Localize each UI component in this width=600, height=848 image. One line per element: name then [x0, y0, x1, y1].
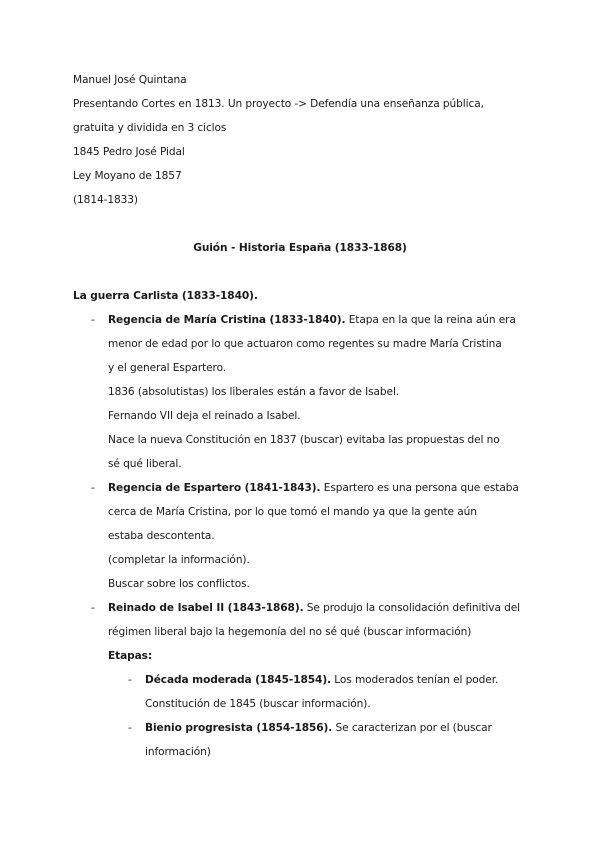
- item-text: y el general Espartero.: [108, 362, 227, 374]
- item-text: Espartero es una persona que estaba: [323, 482, 519, 494]
- etapas-heading: Etapas:: [108, 650, 153, 662]
- item-title: Reinado de Isabel II (1843-1868).: [108, 602, 304, 614]
- item-title: Bienio progresista (1854-1856).: [145, 722, 333, 734]
- intro-line-5: Ley Moyano de 1857: [73, 170, 182, 182]
- item-text: sé qué liberal.: [108, 458, 182, 470]
- item-text: menor de edad por lo que actuaron como regentes su madre María Cristina: [108, 338, 502, 350]
- item-text: 1836 (absolutistas) los liberales están a favor de Isabel.: [108, 386, 400, 398]
- list-dash: -: [91, 482, 95, 494]
- list-item-regencia-espartero: [108, 481, 519, 495]
- intro-line-2: Presentando Cortes en 1813. Un proyecto -> Defendía una enseñanza pública,: [73, 98, 484, 110]
- item-title: Regencia de Espartero (1841-1843).: [108, 482, 321, 494]
- item-text: Buscar sobre los conflictos.: [108, 578, 250, 590]
- item-text: Constitución de 1845 (buscar información).: [145, 698, 371, 710]
- item-text: régimen liberal bajo la hegemonía del no sé qué (buscar información): [108, 626, 472, 638]
- item-text: estaba descontenta.: [108, 530, 215, 542]
- intro-line-6: (1814-1833): [73, 194, 138, 206]
- item-text: cerca de María Cristina, por lo que tomó el mando ya que la gente aún: [108, 506, 477, 518]
- item-text: información): [145, 746, 211, 758]
- item-text: (completar la información).: [108, 554, 250, 566]
- item-text: Fernando VII deja el reinado a Isabel.: [108, 410, 301, 422]
- intro-line-4: 1845 Pedro José Pidal: [73, 146, 185, 158]
- item-text: Nace la nueva Constitución en 1837 (buscar) evitaba las propuestas del no: [108, 434, 500, 446]
- section-heading: La guerra Carlista (1833-1840).: [73, 290, 258, 302]
- item-text: Los moderados tenían el poder.: [334, 674, 499, 686]
- item-text: Etapa en la que la reina aún era: [348, 314, 516, 326]
- item-text: Se produjo la consolidación definitiva del: [306, 602, 520, 614]
- list-dash: -: [128, 674, 132, 686]
- intro-line-1: Manuel José Quintana: [73, 74, 187, 86]
- document-title: Guión - Historia España (1833-1868): [193, 242, 407, 254]
- list-item-regencia-maria-cristina: [108, 313, 528, 327]
- list-dash: -: [91, 314, 95, 326]
- list-dash: -: [128, 722, 132, 734]
- sub-item-decada-moderada: [145, 673, 498, 687]
- intro-line-3: gratuita y dividida en 3 ciclos: [73, 122, 227, 134]
- list-item-reinado-isabel: [108, 601, 520, 615]
- item-title: Regencia de María Cristina (1833-1840).: [108, 314, 346, 326]
- sub-item-bienio-progresista: [145, 721, 492, 735]
- list-dash: -: [91, 602, 95, 614]
- item-text: Se caracterizan por el (buscar: [335, 722, 492, 734]
- item-title: Década moderada (1845-1854).: [145, 674, 331, 686]
